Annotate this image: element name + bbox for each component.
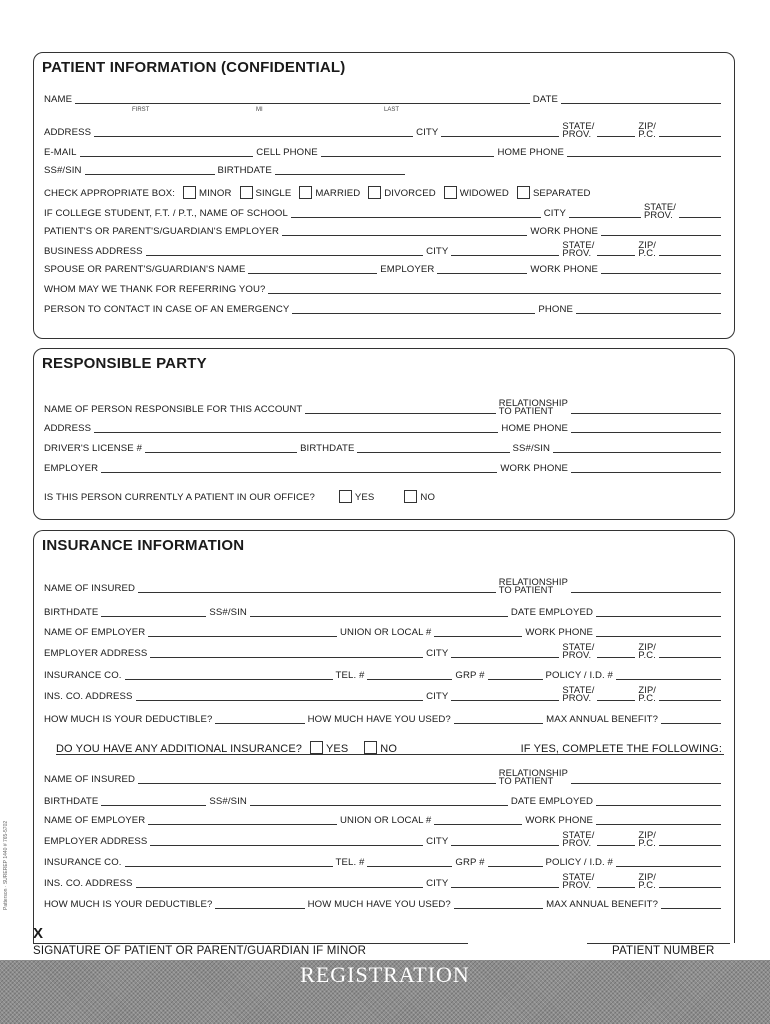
deductible2-field[interactable] [215, 907, 304, 909]
signature-label: SIGNATURE OF PATIENT OR PARENT/GUARDIAN IF MINOR [33, 945, 367, 957]
married-label: MARRIED [315, 188, 361, 199]
first-sublabel: FIRST [132, 107, 150, 113]
insured-ssn-field[interactable] [250, 615, 508, 617]
insured2-emp-zip-label: ZIP/ [638, 829, 656, 840]
single-checkbox[interactable] [240, 186, 253, 199]
ins-prov2-label: PROV. [562, 879, 592, 890]
additional-insurance-row [56, 734, 724, 755]
insured2-rel2-label: TO PATIENT [498, 775, 554, 786]
ins-city-field[interactable] [451, 699, 559, 701]
insured2-work-phone-label: WORK PHONE [525, 815, 593, 826]
prov-label: PROV. [562, 128, 592, 139]
side-form-code: Patterson · SUREREP 1440 # 765-5702 [3, 820, 9, 910]
max-benefit2-label: MAX ANNUAL BENEFIT? [546, 899, 659, 910]
ins-state2-field[interactable] [597, 886, 635, 888]
school-state-field[interactable] [679, 216, 721, 218]
ins-address-field[interactable] [136, 699, 424, 701]
ins-address-row [44, 680, 724, 702]
spouse-row [44, 258, 724, 275]
check-box-label: CHECK APPROPRIATE BOX: [44, 188, 176, 199]
insured2-ssn-field[interactable] [250, 804, 508, 806]
ins-state-field[interactable] [597, 699, 635, 701]
ins-state2-label: STATE/ [562, 871, 595, 882]
license-field[interactable] [145, 451, 297, 453]
responsible-rel1-label: RELATIONSHIP [498, 397, 568, 408]
school-label: IF COLLEGE STUDENT, F.T. / P.T., NAME OF SCHOOL [44, 208, 288, 219]
current-yes-checkbox[interactable] [339, 490, 352, 503]
insured2-label: NAME OF INSURED [44, 774, 136, 785]
school-city-field[interactable] [569, 216, 641, 218]
zip-field[interactable] [659, 135, 721, 137]
referral-field[interactable] [268, 292, 721, 294]
insured-emp-state-label: STATE/ [562, 641, 595, 652]
insured2-emp-address-field[interactable] [150, 844, 423, 846]
address-label: ADDRESS [44, 127, 92, 138]
spouse-work-phone-field[interactable] [601, 272, 721, 274]
insured2-emp-city-label: CITY [426, 836, 449, 847]
divorced-label: DIVORCED [384, 188, 436, 199]
ins-address2-row [44, 867, 724, 889]
emergency-row [44, 298, 724, 315]
city-label: CITY [416, 127, 439, 138]
insured-employer-label: NAME OF EMPLOYER [44, 627, 146, 638]
state-label: STATE/ [562, 120, 595, 131]
ssn-field[interactable] [85, 173, 215, 175]
school-row [44, 199, 724, 219]
responsible-address-field[interactable] [94, 431, 498, 433]
registration-banner-text: REGISTRATION [300, 962, 470, 987]
school-prov-label: PROV. [643, 209, 673, 220]
status-row [44, 179, 724, 199]
responsible-section-title: RESPONSIBLE PARTY [42, 355, 207, 372]
business-row [44, 235, 724, 257]
school-field[interactable] [291, 216, 541, 218]
insured-row [44, 566, 724, 594]
pc-label: P.C. [638, 128, 656, 139]
responsible-employer-label: EMPLOYER [44, 463, 99, 474]
insured-emp-zip-field[interactable] [659, 656, 721, 658]
ssn-label: SS#/SIN [44, 165, 82, 176]
minor-label: MINOR [199, 188, 232, 199]
deductible-field[interactable] [215, 722, 304, 724]
current-patient-label: IS THIS PERSON CURRENTLY A PATIENT IN OUR OFFICE? [44, 492, 315, 503]
responsible-employer-row [44, 457, 724, 474]
insurance-section-title: INSURANCE INFORMATION [42, 537, 245, 554]
current-no-label: NO [420, 492, 436, 503]
union-label: UNION OR LOCAL # [340, 627, 432, 638]
additional-no-label: NO [380, 743, 397, 755]
signature-field[interactable] [33, 943, 468, 944]
used2-label: HOW MUCH HAVE YOU USED? [307, 899, 451, 910]
insured-relationship-field[interactable] [571, 591, 721, 593]
license-label: DRIVER'S LICENSE # [44, 443, 142, 454]
responsible-rel2-label: TO PATIENT [498, 405, 554, 416]
grp2-label: GRP # [455, 857, 485, 868]
insurance-information-section [33, 530, 735, 943]
ins-zip-label: ZIP/ [638, 684, 656, 695]
responsible-party-section [33, 348, 735, 520]
insured2-emp-pc-label: P.C. [638, 837, 656, 848]
email-field[interactable] [80, 155, 254, 157]
insured-emp-state-field[interactable] [597, 656, 635, 658]
current-patient-row [44, 483, 724, 503]
insured2-emp-state-field[interactable] [597, 844, 635, 846]
responsible-name-label: NAME OF PERSON RESPONSIBLE FOR THIS ACCOUNT [44, 404, 303, 415]
insured2-emp-city-field[interactable] [451, 844, 559, 846]
ins-address-label: INS. CO. ADDRESS [44, 691, 133, 702]
email-row [44, 141, 724, 158]
insured-rel1-label: RELATIONSHIP [498, 576, 568, 587]
cell-phone-field[interactable] [321, 155, 495, 157]
insured2-rel1-label: RELATIONSHIP [498, 767, 568, 778]
business-state-label: STATE/ [562, 239, 595, 250]
cell-phone-label: CELL PHONE [256, 147, 318, 158]
date-field[interactable] [561, 102, 721, 104]
business-state-field[interactable] [597, 254, 635, 256]
insured-rel2-label: TO PATIENT [498, 584, 554, 595]
ins-zip-field[interactable] [659, 699, 721, 701]
current-yes-label: YES [354, 492, 375, 503]
insured-ssn-label: SS#/SIN [209, 607, 247, 618]
deductible-row [44, 708, 724, 725]
widowed-label: WIDOWED [459, 188, 509, 199]
registration-banner [0, 960, 770, 1024]
business-prov-label: PROV. [562, 247, 592, 258]
insured-emp-address-row [44, 637, 724, 659]
spouse-employer-field[interactable] [437, 272, 527, 274]
date-employed-field[interactable] [596, 615, 721, 617]
max-benefit-field[interactable] [661, 722, 721, 724]
name-label: NAME [44, 94, 73, 105]
deductible2-row [44, 893, 724, 910]
insured2-emp-state-label: STATE/ [562, 829, 595, 840]
responsible-birthdate-field[interactable] [357, 451, 509, 453]
responsible-license-row [44, 437, 724, 454]
insurance-co2-row [44, 851, 724, 868]
insured-label: NAME OF INSURED [44, 583, 136, 594]
insured2-birthdate-row [44, 790, 724, 807]
current-no-checkbox[interactable] [404, 490, 417, 503]
responsible-name-field[interactable] [305, 412, 495, 414]
insured-emp-zip-label: ZIP/ [638, 641, 656, 652]
business-pc-label: P.C. [638, 247, 656, 258]
insured2-employer-label: NAME OF EMPLOYER [44, 815, 146, 826]
additional-no-checkbox[interactable] [364, 741, 377, 754]
insured2-field[interactable] [138, 782, 496, 784]
ins-co2-label: INSURANCE CO. [44, 857, 122, 868]
used2-field[interactable] [454, 907, 543, 909]
address-field[interactable] [94, 135, 413, 137]
patient-information-section [33, 52, 735, 339]
insured-emp-city-field[interactable] [451, 656, 559, 658]
ins-city2-label: CITY [426, 878, 449, 889]
responsible-ssn-label: SS#/SIN [512, 443, 551, 454]
city-field[interactable] [441, 135, 559, 137]
ins-pc2-label: P.C. [638, 879, 656, 890]
spouse-work-phone-label: WORK PHONE [530, 264, 598, 275]
emergency-phone-label: PHONE [538, 304, 573, 315]
responsible-work-phone-label: WORK PHONE [500, 463, 568, 474]
business-city-field[interactable] [451, 254, 559, 256]
school-state-label: STATE/ [643, 201, 676, 212]
home-phone-label: HOME PHONE [497, 147, 565, 158]
signature-x-mark: X [33, 925, 44, 942]
responsible-ssn-field[interactable] [553, 451, 721, 453]
responsible-work-phone-field[interactable] [571, 471, 721, 473]
email-label: E-MAIL [44, 147, 77, 158]
ins-tel2-label: TEL. # [335, 857, 365, 868]
responsible-home-phone-field[interactable] [571, 431, 721, 433]
deductible-label: HOW MUCH IS YOUR DEDUCTIBLE? [44, 714, 213, 725]
home-phone-field[interactable] [567, 155, 721, 157]
employer-label: PATIENT'S OR PARENT'S/GUARDIAN'S EMPLOYER [44, 226, 280, 237]
insured-emp-prov-label: PROV. [562, 649, 592, 660]
widowed-checkbox[interactable] [444, 186, 457, 199]
spouse-label: SPOUSE OR PARENT'S/GUARDIAN'S NAME [44, 264, 246, 275]
insured-birthdate-row [44, 601, 724, 618]
insured-field[interactable] [138, 591, 496, 593]
spouse-field[interactable] [248, 272, 377, 274]
work-phone-label: WORK PHONE [530, 226, 598, 237]
address-row [44, 116, 724, 138]
insured-birthdate-field[interactable] [101, 615, 206, 617]
policy2-label: POLICY / I.D. # [545, 857, 613, 868]
additional-yes-checkbox[interactable] [310, 741, 323, 754]
name-row [44, 88, 724, 105]
ins-city2-field[interactable] [451, 886, 559, 888]
insured2-emp-prov-label: PROV. [562, 837, 592, 848]
referral-row [44, 278, 724, 295]
responsible-birthdate-label: BIRTHDATE [300, 443, 355, 454]
patient-number-label: PATIENT NUMBER [612, 945, 715, 957]
used-field[interactable] [454, 722, 543, 724]
insured2-ssn-label: SS#/SIN [209, 796, 247, 807]
business-address-label: BUSINESS ADDRESS [44, 246, 143, 257]
birthdate-field[interactable] [275, 173, 405, 175]
insured2-relationship-field[interactable] [571, 782, 721, 784]
patient-section-title: PATIENT INFORMATION (CONFIDENTIAL) [42, 59, 346, 76]
insured2-emp-zip-field[interactable] [659, 844, 721, 846]
separated-checkbox[interactable] [517, 186, 530, 199]
ins-address2-field[interactable] [136, 886, 424, 888]
insured2-emp-address-label: EMPLOYER ADDRESS [44, 836, 148, 847]
insured2-birthdate-field[interactable] [101, 804, 206, 806]
last-sublabel: LAST [384, 107, 400, 113]
insured-emp-city-label: CITY [426, 648, 449, 659]
insured2-row [44, 757, 724, 785]
date-employed2-field[interactable] [596, 804, 721, 806]
business-zip-label: ZIP/ [638, 239, 656, 250]
married-checkbox[interactable] [299, 186, 312, 199]
patient-number-field[interactable] [587, 943, 730, 944]
date-label: DATE [532, 94, 558, 105]
ins-prov-label: PROV. [562, 692, 592, 703]
ins-city-label: CITY [426, 691, 449, 702]
mi-sublabel: MI [256, 107, 263, 113]
union2-label: UNION OR LOCAL # [340, 815, 432, 826]
additional-yes-label: YES [325, 743, 349, 755]
date-employed-label: DATE EMPLOYED [510, 607, 593, 618]
responsible-home-phone-label: HOME PHONE [501, 423, 568, 434]
insured2-birthdate-label: BIRTHDATE [44, 796, 99, 807]
ssn-row [44, 159, 724, 176]
business-zip-field[interactable] [659, 254, 721, 256]
school-city-label: CITY [543, 208, 566, 219]
insured-emp-address-label: EMPLOYER ADDRESS [44, 648, 148, 659]
emergency-label: PERSON TO CONTACT IN CASE OF AN EMERGENCY [44, 304, 290, 315]
referral-label: WHOM MAY WE THANK FOR REFERRING YOU? [44, 284, 266, 295]
ins-pc-label: P.C. [638, 692, 656, 703]
state-field[interactable] [597, 135, 635, 137]
birthdate-label: BIRTHDATE [217, 165, 272, 176]
name-field[interactable] [75, 102, 530, 104]
responsible-address-label: ADDRESS [44, 423, 92, 434]
grp-label: GRP # [455, 670, 485, 681]
complete-following-label: IF YES, COMPLETE THE FOLLOWING: [520, 743, 722, 755]
ins-zip2-field[interactable] [659, 886, 721, 888]
divorced-checkbox[interactable] [368, 186, 381, 199]
insured2-employer-row [44, 809, 724, 826]
responsible-employer-field[interactable] [101, 471, 497, 473]
insured-work-phone-label: WORK PHONE [525, 627, 593, 638]
emergency-phone-field[interactable] [576, 312, 721, 314]
business-address-field[interactable] [146, 254, 423, 256]
date-employed2-label: DATE EMPLOYED [510, 796, 593, 807]
ins-state-label: STATE/ [562, 684, 595, 695]
ins-tel-label: TEL. # [335, 670, 365, 681]
ins-address2-label: INS. CO. ADDRESS [44, 878, 133, 889]
zip-label: ZIP/ [638, 120, 656, 131]
insured-birthdate-label: BIRTHDATE [44, 607, 99, 618]
single-label: SINGLE [255, 188, 292, 199]
responsible-address-row [44, 417, 724, 434]
ins-co-label: INSURANCE CO. [44, 670, 122, 681]
used-label: HOW MUCH HAVE YOU USED? [307, 714, 451, 725]
insured-emp-address-field[interactable] [150, 656, 423, 658]
policy-label: POLICY / I.D. # [545, 670, 613, 681]
max-benefit2-field[interactable] [661, 907, 721, 909]
insured-employer-row [44, 621, 724, 638]
emergency-field[interactable] [292, 312, 535, 314]
additional-insurance-label: DO YOU HAVE ANY ADDITIONAL INSURANCE? [56, 743, 302, 755]
max-benefit-label: MAX ANNUAL BENEFIT? [546, 714, 659, 725]
spouse-employer-label: EMPLOYER [380, 264, 435, 275]
deductible2-label: HOW MUCH IS YOUR DEDUCTIBLE? [44, 899, 213, 910]
responsible-name-row [44, 387, 724, 415]
separated-label: SEPARATED [532, 188, 591, 199]
minor-checkbox[interactable] [183, 186, 196, 199]
insurance-co-row [44, 664, 724, 681]
insured-emp-pc-label: P.C. [638, 649, 656, 660]
insured2-emp-address-row [44, 825, 724, 847]
ins-zip2-label: ZIP/ [638, 871, 656, 882]
responsible-relationship-field[interactable] [571, 412, 721, 414]
business-city-label: CITY [426, 246, 449, 257]
